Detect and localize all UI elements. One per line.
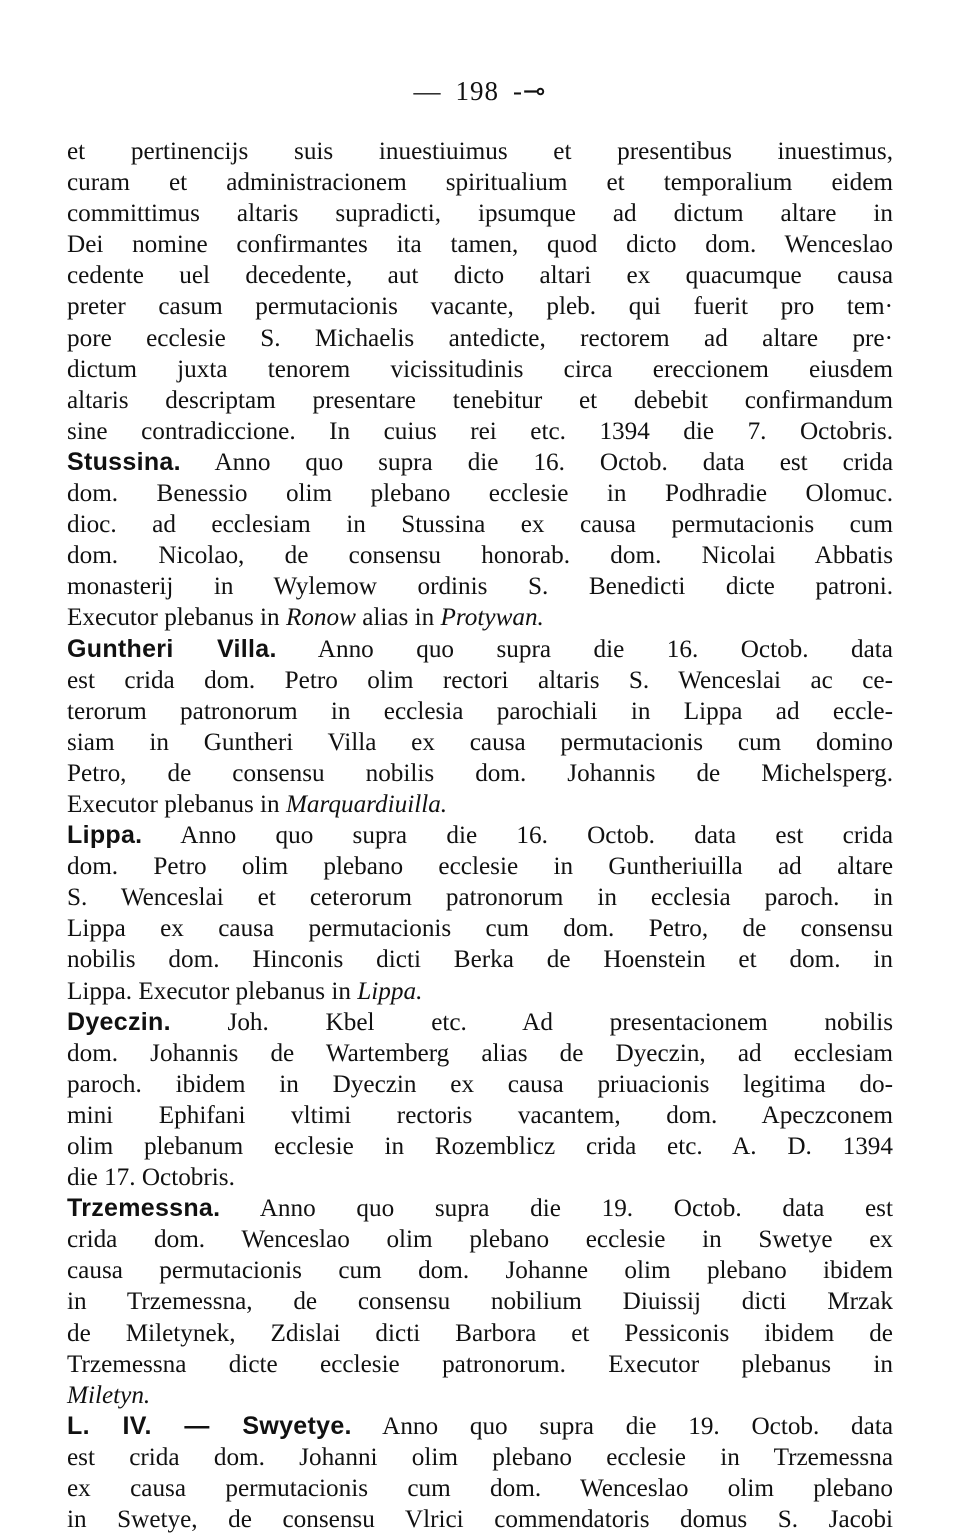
text-segment: Dei nomine confirmantes ita tamen, quod dicto dom. Wenceslao [67, 231, 893, 259]
text-line [67, 944, 893, 975]
text-line [67, 136, 893, 167]
text-segment: dictum juxta tenorem vicissitudinis circa ereccionem eiusdem [67, 355, 893, 383]
text-segment: de Miletynek, Zdislai dicti Barbora et Pessiconis ibidem de [67, 1319, 893, 1347]
text-line [67, 820, 893, 851]
text-line [67, 882, 893, 913]
page-header [0, 76, 960, 107]
text-line [67, 1038, 893, 1069]
text-line [67, 1007, 893, 1038]
text-line [67, 1473, 893, 1504]
text-line [67, 976, 893, 1007]
place-heading: Dyeczin. [67, 1007, 171, 1036]
text-segment: dom. Johannis de Wartemberg alias de Dyeczin, ad ecclesiam [67, 1039, 893, 1067]
place-heading: Trzemessna. [67, 1194, 221, 1223]
text-line [67, 198, 893, 229]
text-line [67, 1131, 893, 1162]
text-segment: dom. Nicolao, de consensu honorab. dom. Nicolai Abbatis [67, 542, 893, 570]
header-left-dash: — [413, 76, 442, 106]
text-segment: siam in Guntheri Villa ex causa permutacionis cum domino [67, 728, 893, 756]
text-line [67, 229, 893, 260]
text-segment: crida dom. Wenceslao olim plebano ecclesie in Swetye ex [67, 1226, 893, 1254]
text-segment: Anno quo supra die 19. Octob. data [351, 1412, 894, 1440]
text-segment: et pertinencijs suis inuestiuimus et presentibus inuestimus, [67, 138, 893, 165]
text-line [67, 727, 893, 758]
italic-place-name: Ronow [285, 604, 356, 632]
text-segment: monasterij in Wylemow ordinis S. Benedicti dicte patroni. [67, 573, 893, 601]
text-line [67, 478, 893, 509]
text-line [67, 1411, 893, 1442]
text-line [67, 323, 893, 354]
text-line [67, 291, 893, 322]
italic-place-name: Marquardiuilla. [285, 790, 448, 818]
text-line [67, 416, 893, 447]
text-line [67, 447, 893, 478]
header-right-mark: -⊸ [512, 76, 547, 106]
text-line [67, 665, 893, 696]
text-segment: Executor plebanus in [67, 604, 286, 632]
text-line [67, 1349, 893, 1380]
text-segment: Anno quo supra die 16. Octob. data est crida [180, 448, 893, 476]
place-heading: Guntheri Villa. [67, 634, 277, 663]
text-segment: ex causa permutacionis cum dom. Wenceslao olim plebano [67, 1475, 893, 1503]
text-line [67, 540, 893, 571]
italic-place-name: Lippa. [357, 977, 423, 1005]
text-segment: Executor plebanus in [67, 790, 286, 818]
text-segment: terorum patronorum in ecclesia parochiali in Lippa ad eccle- [67, 697, 893, 725]
text-segment: causa permutacionis cum dom. Johanne olim plebano ibidem [67, 1257, 893, 1285]
text-segment: in Trzemessna, de consensu nobilium Diuissij dicti Mrzak [67, 1288, 893, 1316]
text-segment: est crida dom. Johanni olim plebano ecclesie in Trzemessna [67, 1443, 893, 1471]
text-line [67, 758, 893, 789]
text-segment: die 17. Octobris. [67, 1164, 235, 1192]
text-segment: dioc. ad ecclesiam in Stussina ex causa permutacionis cum [67, 511, 893, 539]
text-line [67, 1318, 893, 1349]
text-segment: preter casum permutacionis vacante, pleb. qui fuerit pro tem· [67, 293, 893, 321]
text-line [67, 1504, 893, 1535]
text-line [67, 354, 893, 385]
text-segment: pore ecclesie S. Michaelis antedicte, rectorem ad altare pre· [67, 324, 893, 352]
text-line [67, 1069, 893, 1100]
text-segment: Trzemessna dicte ecclesie patronorum. Executor plebanus in [67, 1350, 893, 1378]
page-number: 198 [455, 76, 499, 106]
text-line [67, 851, 893, 882]
text-line [67, 1224, 893, 1255]
text-line [67, 167, 893, 198]
text-line [67, 571, 893, 602]
body-text [67, 136, 893, 1535]
text-line [67, 789, 893, 820]
text-segment: olim plebanum ecclesie in Rozemblicz crida etc. A. D. 1394 [67, 1133, 893, 1160]
place-heading: L. IV. — Swyetye. [67, 1411, 352, 1440]
text-line [67, 602, 893, 633]
text-line [67, 385, 893, 416]
text-segment: cedente uel decedente, aut dicto altari ex quacumque causa [67, 262, 893, 290]
text-segment: alias in [355, 604, 441, 632]
text-segment: Anno quo supra die 16. Octob. data [276, 635, 893, 663]
text-segment: Lippa. Executor plebanus in [67, 977, 358, 1005]
text-segment: dom. Petro olim plebano ecclesie in Guntheriuilla ad altare [67, 853, 893, 881]
text-segment: est crida dom. Petro olim rectori altaris S. Wenceslai ac ce- [67, 666, 893, 694]
text-segment: Joh. Kbel etc. Ad presentacionem nobilis [170, 1008, 893, 1036]
text-segment: Lippa ex causa permutacionis cum dom. Petro, de consensu [67, 915, 893, 943]
text-segment: Petro, de consensu nobilis dom. Johannis de Michelsperg. [67, 759, 893, 787]
text-line [67, 1286, 893, 1317]
place-heading: Lippa. [67, 821, 143, 850]
text-segment: dom. Benessio olim plebano ecclesie in Podhradie Olomuc. [67, 480, 893, 508]
text-line [67, 1255, 893, 1286]
text-segment: altaris descriptam presentare tenebitur et debebit confirmandum [67, 386, 893, 414]
text-line [67, 509, 893, 540]
text-line [67, 1193, 893, 1224]
text-line [67, 260, 893, 291]
text-segment: S. Wenceslai et ceterorum patronorum in ecclesia paroch. in [67, 884, 893, 912]
text-line [67, 1442, 893, 1473]
italic-place-name: Protywan. [440, 604, 544, 632]
text-segment: mini Ephifani vltimi rectoris vacantem, dom. Apeczconem [67, 1101, 893, 1129]
text-segment: Anno quo supra die 16. Octob. data est crida [142, 822, 893, 850]
text-line [67, 696, 893, 727]
text-segment: nobilis dom. Hinconis dicti Berka de Hoenstein et dom. in [67, 946, 893, 974]
text-line [67, 1100, 893, 1131]
text-line [67, 634, 893, 665]
text-segment: curam et administracionem spiritualium et temporalium eidem [67, 169, 893, 197]
text-line [67, 1162, 893, 1193]
text-line [67, 1380, 893, 1411]
italic-place-name: Miletyn. [67, 1381, 151, 1409]
text-segment: Anno quo supra die 19. Octob. data est [220, 1195, 893, 1223]
text-segment: paroch. ibidem in Dyeczin ex causa priuacionis legitima do- [67, 1070, 893, 1098]
text-segment: in Swetye, de consensu Vlrici commendatoris domus S. Jacobi [67, 1506, 893, 1534]
place-heading: Stussina. [67, 447, 181, 476]
text-segment: committimus altaris supradicti, ipsumque ad dictum altare in [67, 200, 893, 228]
text-segment: sine contradiccione. In cuius rei etc. 1394 die 7. Octobris. [67, 417, 893, 445]
text-line [67, 913, 893, 944]
